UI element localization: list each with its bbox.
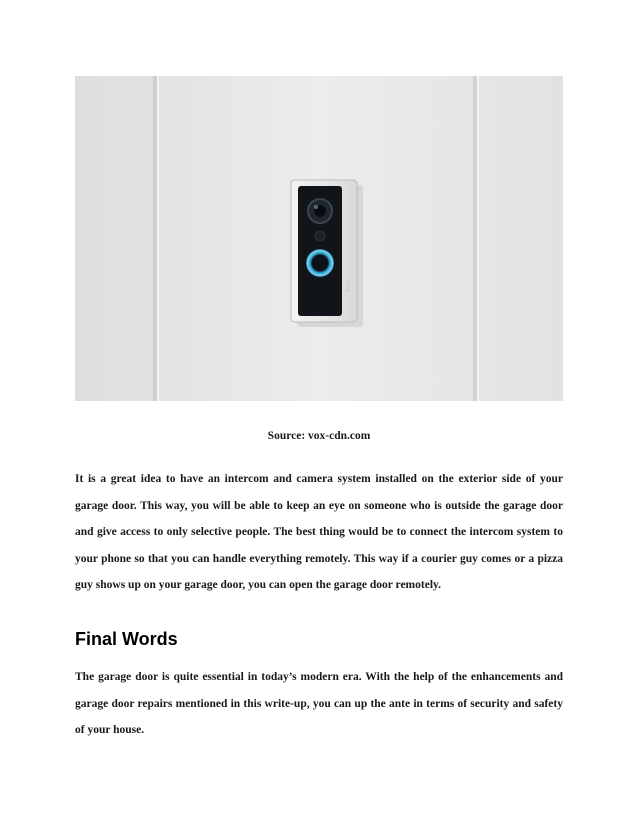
body-paragraph-conclusion: The garage door is quite essential in today’s modern era. With the help of the enhancements and garage door repairs mentioned in this write-up, you can up the ante in terms of security and safety of your house. <box>75 671 563 736</box>
section-heading: Final Words <box>75 629 178 649</box>
doorbell-camera-icon <box>75 76 563 401</box>
body-paragraph-intercom: It is a great idea to have an intercom and camera system installed on the exterior side of your garage door. This way, you will be able to keep an eye on someone who is outside the garage door and give access to only selective people. The best thing would be to connect the intercom system to your phone so that you can handle everything remotely. This way if a courier guy comes or a pizza guy shows up on your garage door, you can open the garage door remotely. <box>75 473 563 591</box>
image-caption: Source: vox-cdn.com <box>267 430 371 442</box>
svg-text:ring: ring <box>344 281 351 293</box>
doorbell-photo <box>75 76 563 401</box>
